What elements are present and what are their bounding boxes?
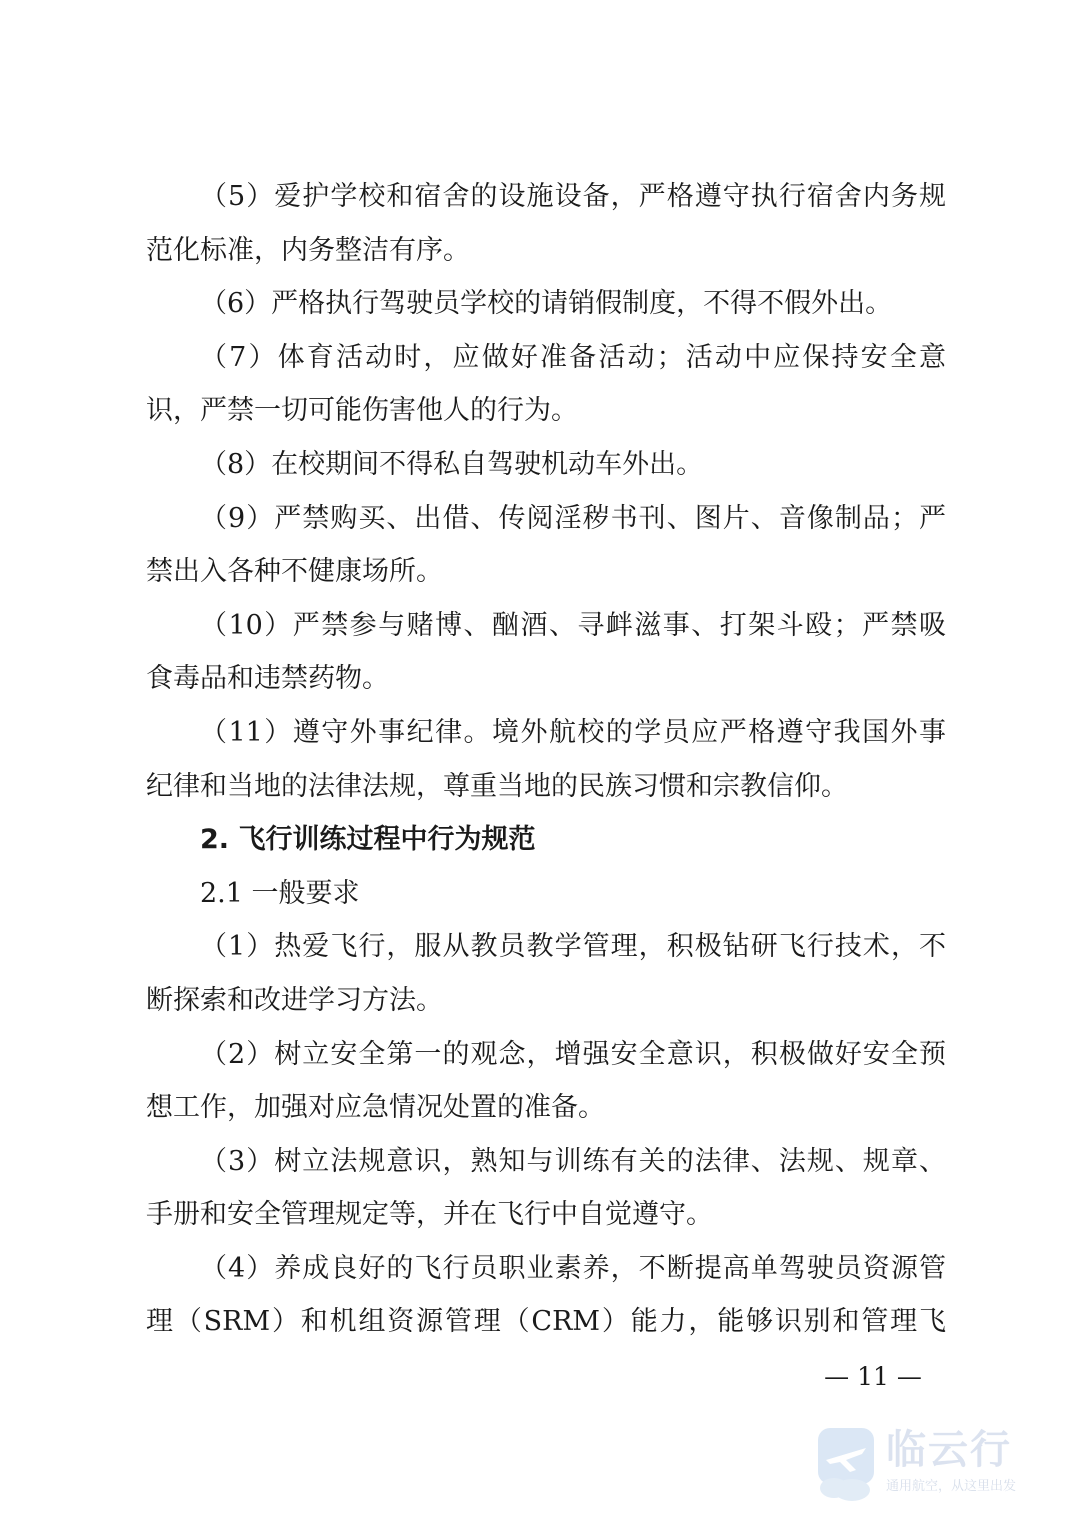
document-body <box>146 170 946 1349</box>
text-line: 范化标准，内务整洁有序。 <box>146 234 470 266</box>
text-line: 手册和安全管理规定等，并在飞行中自觉遵守。 <box>146 1199 713 1231</box>
text-line: （9）严禁购买、出借、传阅淫秽书刊、图片、音像制品；严 <box>200 502 946 534</box>
text-line: （2）树立安全第一的观念，增强安全意识，积极做好安全预 <box>200 1038 946 1070</box>
text-line: （5）爱护学校和宿舍的设施设备，严格遵守执行宿舍内务规 <box>200 181 946 212</box>
text-line: （7）体育活动时，应做好准备活动；活动中应保持安全意 <box>200 341 946 373</box>
watermark-subtitle: 通用航空，从这里出发 <box>886 1479 1017 1494</box>
text-line: （4）养成良好的飞行员职业素养，不断提高单驾驶员资源管 <box>200 1252 946 1284</box>
text-line: 食毒品和违禁药物。 <box>146 663 389 695</box>
watermark <box>812 1424 1042 1508</box>
watermark-title: 临云行 <box>886 1427 1012 1473</box>
text-line: 想工作，加强对应急情况处置的准备。 <box>146 1092 605 1124</box>
text-line: （10）严禁参与赌博、酗酒、寻衅滋事、打架斗殴；严禁吸 <box>200 609 946 641</box>
text-line: 断探索和改进学习方法。 <box>146 984 443 1016</box>
text-line: （6）严格执行驾驶员学校的请销假制度，不得不假外出。 <box>200 288 893 320</box>
text-line: （1）热爱飞行，服从教员教学管理，积极钻研飞行技术，不 <box>200 931 946 963</box>
text-line: 纪律和当地的法律法规，尊重当地的民族习惯和宗教信仰。 <box>146 770 848 802</box>
text-line: 禁出入各种不健康场所。 <box>146 556 443 588</box>
section-heading: 2. 飞行训练过程中行为规范 <box>200 824 536 856</box>
airplane-cloud-logo-icon <box>816 1426 876 1502</box>
text-line: （8）在校期间不得私自驾驶机动车外出。 <box>200 448 704 480</box>
text-line: 理（SRM）和机组资源管理（CRM）能力，能够识别和管理飞 <box>146 1306 946 1338</box>
page-number: — 11 — <box>824 1362 922 1391</box>
text-line: 识，严禁一切可能伤害他人的行为。 <box>146 395 578 427</box>
text-line: （11）遵守外事纪律。境外航校的学员应严格遵守我国外事 <box>200 716 946 748</box>
subsection-heading: 2.1 一般要求 <box>200 877 360 909</box>
text-line: （3）树立法规意识，熟知与训练有关的法律、法规、规章、 <box>200 1145 946 1177</box>
